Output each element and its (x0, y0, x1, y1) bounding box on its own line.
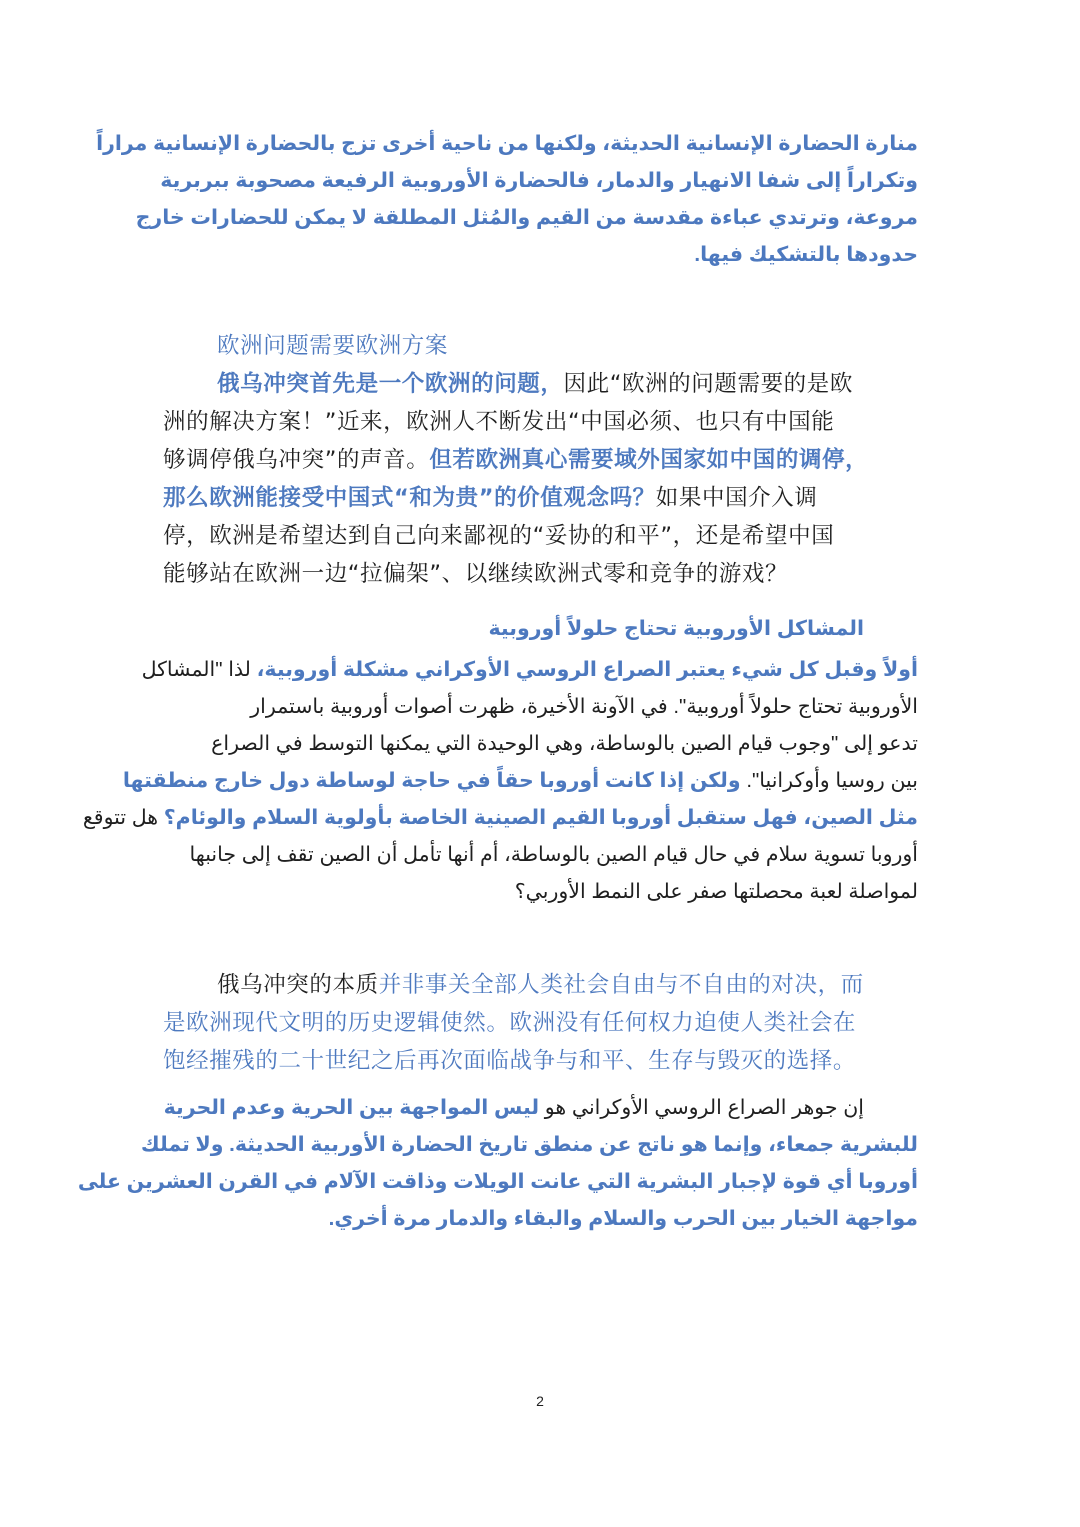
highlight-text: أولاً وقبل كل شيء يعتبر الصراع الروسي الأوكراني مشكلة أوروبية، (250, 658, 918, 681)
plain-text: إن جوهر الصراع الروسي الأوكراني هو (539, 1096, 864, 1119)
text-line: الأوروبية تحتاج حلولاً أوروبية". في الآونة الأخيرة، ظهرت أصوات أوروبية باستمرار (250, 695, 918, 718)
arabic-paragraph-3 (77, 1089, 918, 1237)
text-line: وتكراراً إلى شفا الانهيار والدمار، فالحضارة الأوروبية الرفيعة مصحوبة ببربرية (160, 169, 918, 192)
section-heading-arabic (163, 610, 918, 647)
section-heading-chinese (163, 327, 918, 365)
text-line (122, 762, 918, 799)
arabic-paragraph-1 (96, 125, 918, 273)
highlight-text: ليس المواجهة بين الحرية وعدم الحرية (163, 1096, 540, 1119)
text-line: للبشرية جمعاء، وإنما هو ناتج عن منطق تاريخ الحضارة الأوربية الحديثة. ولا تملك (140, 1133, 918, 1156)
plain-text: 因此“欧洲的问题需要的是欧 (563, 371, 853, 397)
page-number: 2 (536, 1393, 544, 1409)
text-line (163, 1089, 918, 1126)
text-line: حدودها بالتشكيك فيها. (694, 243, 918, 266)
text-line: 能够站在欧洲一边“拉偏架”、以继续欧洲式零和竞争的游戏？ (163, 561, 789, 587)
highlight-text: مثل الصين، فهل ستقبل أوروبا القيم الصينية الخاصة بأولوية السلام والوئام؟ (158, 806, 918, 829)
highlight-text: 俄乌冲突首先是一个欧洲的问题， (217, 371, 564, 397)
plain-text: بين روسيا وأوكرانيا". (740, 769, 918, 792)
text-line: 是欧洲现代文明的历史逻辑使然。欧洲没有任何权力迫使人类社会在 (163, 1010, 857, 1036)
text-line: 停，欧洲是希望达到自己向来鄙视的“妥协的和平”，还是希望中国 (163, 523, 835, 549)
text-line (163, 441, 918, 479)
heading-text: المشاكل الأوروبية تحتاج حلولاً أوروبية (488, 617, 864, 640)
plain-text: لذا "المشاكل (141, 658, 251, 681)
text-line: 洲的解决方案！”近来，欧洲人不断发出“中国必须、也只有中国能 (163, 409, 835, 435)
chinese-paragraph-2 (163, 966, 918, 1080)
plain-text: هل تتوقع (82, 806, 159, 829)
arabic-paragraph-2 (82, 651, 918, 910)
text-line: مواجهة الخيار بين الحرب والسلام والبقاء والدمار مرة أخري. (328, 1207, 918, 1230)
plain-text: 够调停俄乌冲突”的声音。 (163, 447, 430, 473)
text-line: تدعو إلى "وجوب قيام الصين بالوساطة، وهي الوحيدة التي يمكنها التوسط في الصراع (211, 732, 918, 755)
highlight-text: ولكن إذا كانت أوروبا حقاً في حاجة لوساطة دول خارج منطقتها (122, 769, 741, 792)
text-line: لمواصلة لعبة محصلتها صفر على النمط الأوربي؟ (514, 880, 918, 903)
heading-text: 欧洲问题需要欧洲方案 (217, 333, 449, 359)
text-line (163, 479, 918, 517)
plain-text: 如果中国介入调 (655, 485, 818, 511)
chinese-paragraph-1 (163, 365, 918, 593)
highlight-text: 但若欧洲真心需要域外国家如中国的调停， (429, 447, 869, 473)
text-line (163, 365, 918, 403)
text-line: مروعة، وترتدي عباءة مقدسة من القيم والمُثل المطلقة لا يمكن للحضارات خارج (135, 206, 918, 229)
text-line (82, 799, 918, 836)
text-line: أوروبا تسوية سلام في حال قيام الصين بالوساطة، أم أنها تأمل أن الصين تقف إلى جانبها (189, 843, 918, 866)
text-line: 饱经摧残的二十世纪之后再次面临战争与和平、生存与毁灭的选择。 (163, 1048, 857, 1074)
highlight-text: 并非事关全部人类社会自由与不自由的对决，而 (378, 972, 864, 998)
plain-text: 俄乌冲突的本质 (217, 972, 379, 998)
text-line: أوروبا أي قوة لإجبار البشرية التي عانت الويلات وذاقت الآلام في القرن العشرين على (77, 1170, 918, 1193)
text-line: منارة الحضارة الإنسانية الحديثة، ولكنها من ناحية أخرى تزج بالحضارة الإنسانية مراراً (96, 132, 918, 155)
highlight-text: 那么欧洲能接受中国式“和为贵”的价值观念吗？ (163, 485, 656, 511)
text-line (141, 651, 918, 688)
text-line (163, 966, 918, 1004)
